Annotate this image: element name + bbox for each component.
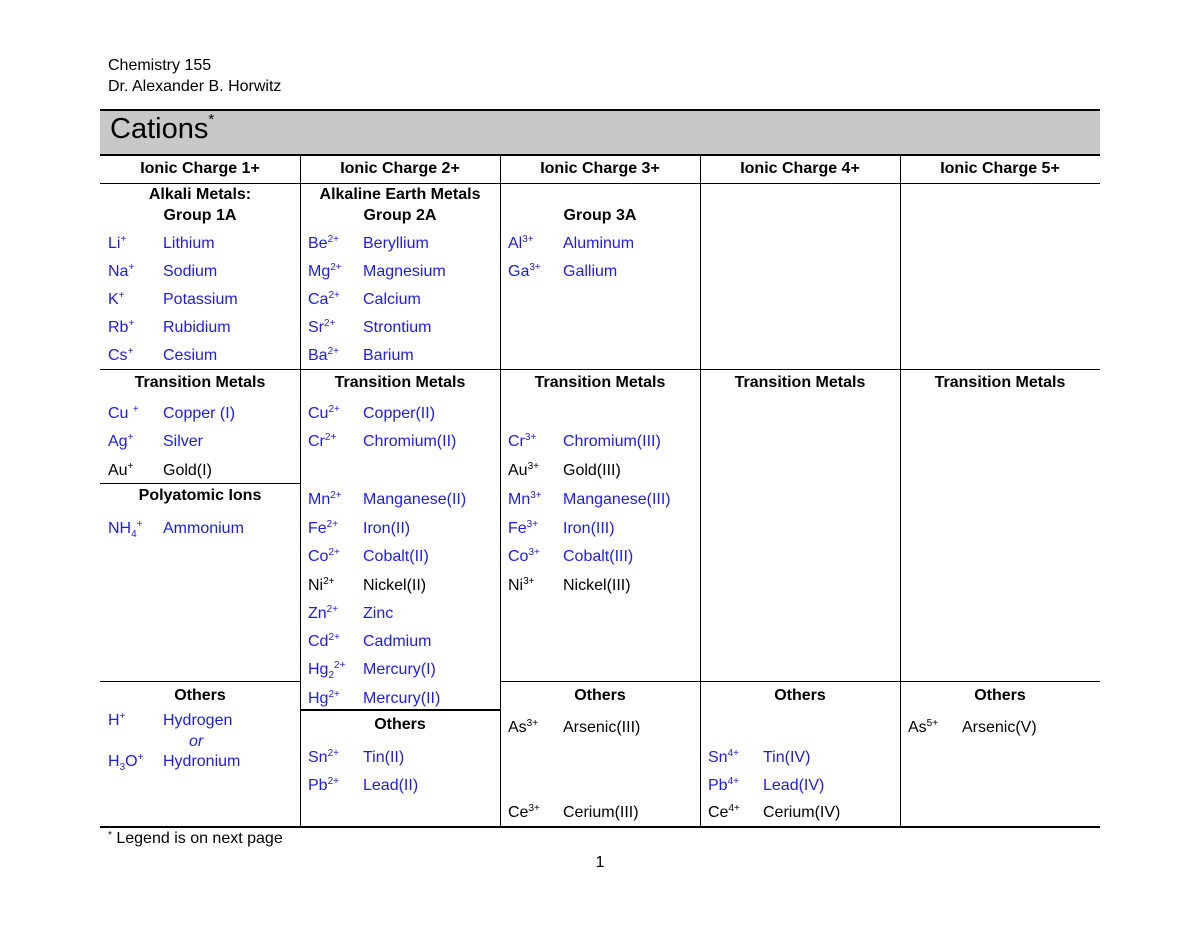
- ion-symbol: [108, 712, 125, 730]
- ion-symbol: [108, 753, 143, 773]
- charge: 3+: [530, 490, 542, 501]
- ion-symbol: [108, 319, 134, 337]
- ion-name: Cadmium: [363, 633, 432, 650]
- charge: 3+: [528, 547, 540, 558]
- ion-symbol: [508, 462, 539, 480]
- ion-symbol: [308, 291, 340, 309]
- ion-name: Zinc: [363, 605, 394, 622]
- ion-name: Lithium: [163, 235, 215, 252]
- ion-name: Aluminum: [563, 235, 635, 252]
- title-label: Cations: [110, 113, 209, 145]
- ion-name: Iron(III): [563, 520, 615, 537]
- ion-symbol: [508, 491, 542, 509]
- others-header-4: Others: [774, 687, 826, 704]
- element: Ag: [108, 433, 128, 450]
- group-1a-line1: Alkali Metals:: [148, 186, 252, 203]
- element: Co: [508, 548, 529, 565]
- charge: 3+: [529, 262, 541, 273]
- ion-symbol: [108, 263, 134, 281]
- charge: +: [136, 519, 143, 530]
- group-3a: Group 3A: [563, 207, 637, 224]
- others-rule-col1: [100, 681, 300, 682]
- element: Ce: [508, 804, 529, 821]
- element: Cu: [308, 405, 329, 422]
- charge: 3+: [528, 803, 540, 814]
- instructor-name: Dr. Alexander B. Horwitz: [108, 78, 282, 95]
- ion-name: Gold(I): [163, 462, 212, 479]
- ion-name: Cobalt(II): [363, 548, 429, 565]
- ion-name: Nickel(II): [363, 577, 427, 594]
- subscript: 3: [119, 762, 126, 774]
- charge: 3+: [526, 718, 539, 729]
- ion-symbol: [308, 548, 340, 566]
- charge: +: [128, 262, 135, 273]
- ion-name: Calcium: [363, 291, 421, 308]
- charge: 2+: [327, 748, 339, 759]
- charge: 2+: [327, 346, 339, 357]
- ion-symbol: [108, 462, 133, 480]
- ion-symbol: [508, 548, 540, 566]
- charge: 2+: [326, 604, 339, 615]
- charge: 2+: [328, 404, 340, 415]
- transition-header-4: Transition Metals: [734, 374, 866, 391]
- ion-name: Cobalt(III): [563, 548, 634, 565]
- ion-name: Lead(II): [363, 777, 419, 794]
- others-rule-col2: [300, 709, 500, 711]
- ion-name: Manganese(II): [363, 491, 467, 508]
- ion-name: Rubidium: [163, 319, 231, 336]
- element: Mn: [508, 491, 531, 508]
- group-1a-line2: Group 1A: [163, 207, 237, 224]
- charge: 2+: [328, 632, 340, 643]
- element: Ce: [708, 804, 729, 821]
- ion-symbol: [308, 661, 345, 681]
- ion-name: Arsenic(V): [962, 719, 1037, 736]
- ion-symbol: [508, 263, 541, 281]
- ion-name: Hydronium: [163, 753, 241, 770]
- element: Ga: [508, 263, 530, 280]
- header-rule: [100, 183, 1100, 184]
- or-text: or: [189, 733, 204, 750]
- ion-name: Chromium(III): [563, 433, 661, 450]
- ion-symbol: [308, 491, 342, 509]
- element: H: [108, 753, 120, 770]
- ion-symbol: [308, 433, 336, 451]
- transition-header-2: Transition Metals: [334, 374, 466, 391]
- element: Be: [308, 235, 328, 252]
- charge: +: [118, 290, 125, 301]
- transition-header-1: Transition Metals: [134, 374, 266, 391]
- charge: 2+: [330, 262, 342, 273]
- element: Sn: [308, 749, 328, 766]
- ion-name: Cerium(III): [563, 804, 639, 821]
- ion-name: Manganese(III): [563, 491, 671, 508]
- ion-name: Hydrogen: [163, 712, 233, 729]
- ion-symbol: [108, 405, 139, 423]
- column-header-4: Ionic Charge 4+: [740, 160, 860, 177]
- element: Cu: [108, 405, 133, 422]
- transition-header-5: Transition Metals: [934, 374, 1066, 391]
- element: Mn: [308, 491, 331, 508]
- element: Cd: [308, 633, 329, 650]
- title-footnote-mark: *: [208, 111, 215, 128]
- element: Co: [308, 548, 329, 565]
- charge: 2+: [323, 576, 335, 587]
- ion-name: Tin(IV): [763, 749, 811, 766]
- ion-name: Mercury(I): [363, 661, 436, 678]
- course-title: Chemistry 155: [108, 57, 212, 74]
- charge: +: [127, 346, 134, 357]
- ion-symbol: [108, 520, 143, 540]
- charge: 5+: [926, 718, 939, 729]
- element: K: [108, 291, 119, 308]
- element: Ba: [308, 347, 328, 364]
- ion-name: Magnesium: [363, 263, 446, 280]
- ion-name: Copper (I): [163, 405, 236, 422]
- group-2a-line1: Alkaline Earth Metals: [319, 186, 481, 203]
- element: Sn: [708, 749, 728, 766]
- ion-name: Gold(III): [563, 462, 621, 479]
- ion-symbol: [308, 690, 340, 708]
- ion-name: Mercury(II): [363, 690, 441, 707]
- element: O: [125, 753, 138, 770]
- charge: 2+: [327, 234, 339, 245]
- charge: 2+: [330, 490, 342, 501]
- ion-symbol: [508, 804, 540, 822]
- ion-symbol: [508, 719, 538, 737]
- charge: 3+: [523, 576, 535, 587]
- ion-symbol: [108, 433, 133, 451]
- element: Na: [108, 263, 129, 280]
- charge: 4+: [728, 803, 740, 814]
- element: Ni: [308, 577, 324, 594]
- charge: +: [119, 711, 126, 722]
- ion-name: Cerium(IV): [763, 804, 841, 821]
- charge: 2+: [328, 689, 340, 700]
- ion-symbol: [508, 577, 535, 595]
- charge: +: [120, 234, 127, 245]
- subscript: 2: [328, 670, 335, 682]
- element: NH: [108, 520, 132, 537]
- ion-name: Ammonium: [163, 520, 244, 537]
- ion-symbol: [308, 577, 335, 595]
- transition-header-3: Transition Metals: [534, 374, 666, 391]
- element: Au: [108, 462, 128, 479]
- element: Al: [508, 235, 523, 252]
- ion-name: Potassium: [163, 291, 238, 308]
- page-title: [110, 113, 214, 146]
- charge: 2+: [324, 432, 337, 443]
- ion-symbol: [308, 777, 339, 795]
- ion-symbol: [308, 605, 338, 623]
- ion-name: Nickel(III): [563, 577, 631, 594]
- ion-name: Tin(II): [363, 749, 405, 766]
- ion-symbol: [308, 633, 340, 651]
- ion-symbol: [708, 749, 739, 767]
- ion-symbol: [308, 405, 340, 423]
- element: H: [108, 712, 120, 729]
- title-bottom-rule: [100, 154, 1100, 156]
- footnote-text: Legend is on next page: [111, 830, 283, 847]
- ion-symbol: [708, 777, 739, 795]
- ion-symbol: [908, 719, 938, 737]
- column-header-2: Ionic Charge 2+: [340, 160, 460, 177]
- footnote: [108, 830, 283, 848]
- charge: +: [137, 752, 144, 763]
- element: Pb: [308, 777, 328, 794]
- others-rule-col345: [500, 681, 1100, 682]
- element: Rb: [108, 319, 129, 336]
- charge: 3+: [524, 432, 537, 443]
- ion-name: Cesium: [163, 347, 218, 364]
- ion-name: Sodium: [163, 263, 218, 280]
- charge: 3+: [527, 461, 539, 472]
- table-bottom-rule: [100, 826, 1100, 828]
- charge: 4+: [727, 776, 739, 787]
- ion-symbol: [308, 235, 339, 253]
- element: Cs: [108, 347, 128, 364]
- element: As: [508, 719, 527, 736]
- column-divider-4: [900, 156, 901, 826]
- charge: 2+: [328, 547, 340, 558]
- charge: +: [132, 404, 139, 415]
- element: Mg: [308, 263, 331, 280]
- element: Pb: [708, 777, 728, 794]
- ion-name: Lead(IV): [763, 777, 825, 794]
- ion-name: Beryllium: [363, 235, 429, 252]
- charge: 2+: [327, 776, 339, 787]
- element: Li: [108, 235, 121, 252]
- subscript: 4: [131, 529, 137, 541]
- column-divider-3: [700, 156, 701, 826]
- element: Hg: [308, 690, 329, 707]
- element: Cr: [308, 433, 325, 450]
- charge: +: [127, 461, 134, 472]
- ion-name: Chromium(II): [363, 433, 457, 450]
- element: As: [908, 719, 927, 736]
- ion-symbol: [108, 235, 126, 253]
- column-header-5: Ionic Charge 5+: [940, 160, 1060, 177]
- ion-name: Arsenic(III): [563, 719, 641, 736]
- others-header-3: Others: [574, 687, 626, 704]
- element: Zn: [308, 605, 327, 622]
- element: Hg: [308, 661, 329, 678]
- column-header-3: Ionic Charge 3+: [540, 160, 660, 177]
- element: Ni: [508, 577, 524, 594]
- polyatomic-header: Polyatomic Ions: [138, 487, 262, 504]
- ion-symbol: [508, 433, 536, 451]
- charge: 3+: [526, 519, 539, 530]
- charge: +: [128, 318, 135, 329]
- charge: 4+: [727, 748, 739, 759]
- ion-symbol: [708, 804, 740, 822]
- others-header-2: Others: [374, 716, 426, 733]
- ion-symbol: [308, 749, 339, 767]
- ion-symbol: [508, 235, 534, 253]
- column-header-1: Ionic Charge 1+: [140, 160, 260, 177]
- others-header-5: Others: [974, 687, 1026, 704]
- transition-rule: [100, 369, 1100, 370]
- element: Au: [508, 462, 528, 479]
- element: Fe: [508, 520, 527, 537]
- charge: 3+: [522, 234, 534, 245]
- ion-name: Silver: [163, 433, 204, 450]
- ion-symbol: [108, 291, 125, 309]
- element: Cr: [508, 433, 525, 450]
- ion-name: Copper(II): [363, 405, 436, 422]
- element: Ca: [308, 291, 329, 308]
- ion-symbol: [308, 263, 342, 281]
- charge: 2+: [334, 660, 346, 671]
- charge: 2+: [328, 290, 340, 301]
- ion-symbol: [308, 347, 339, 365]
- ion-name: Gallium: [563, 263, 618, 280]
- polyatomic-rule: [100, 483, 300, 484]
- group-2a-line2: Group 2A: [363, 207, 437, 224]
- ion-name: Iron(II): [363, 520, 411, 537]
- ion-name: Strontium: [363, 319, 432, 336]
- element: Fe: [308, 520, 327, 537]
- ion-symbol: [308, 520, 338, 538]
- charge: 2+: [324, 318, 336, 329]
- title-bar: [100, 111, 1100, 154]
- column-divider-2: [500, 156, 501, 826]
- ion-name: Barium: [363, 347, 414, 364]
- ion-symbol: [308, 319, 335, 337]
- charge: +: [127, 432, 134, 443]
- ion-symbol: [108, 347, 133, 365]
- page-number: 1: [595, 854, 605, 871]
- element: Sr: [308, 319, 324, 336]
- ion-symbol: [508, 520, 538, 538]
- footnote-mark: *: [108, 830, 112, 841]
- charge: 2+: [326, 519, 339, 530]
- others-header-1: Others: [174, 687, 226, 704]
